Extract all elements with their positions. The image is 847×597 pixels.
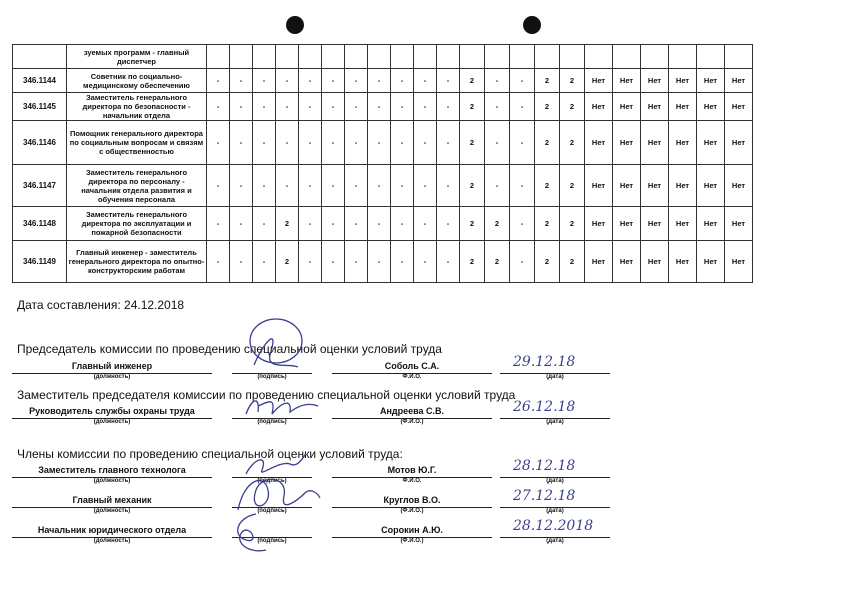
table-cell: -: [414, 207, 437, 241]
table-cell: [322, 45, 345, 69]
table-cell: [253, 45, 276, 69]
job-title-cell: Заместитель генерального директора по безопасности - начальник отдела: [67, 93, 207, 121]
table-cell: [345, 45, 368, 69]
table-cell: Нет: [641, 93, 669, 121]
job-code-cell: [13, 45, 67, 69]
table-cell: -: [414, 69, 437, 93]
table-cell: -: [391, 69, 414, 93]
date-caption: (дата): [546, 538, 564, 544]
table-cell: -: [253, 93, 276, 121]
table-cell: 2: [460, 241, 485, 283]
table-cell: -: [368, 241, 391, 283]
table-cell: -: [391, 241, 414, 283]
member-3-signature: [226, 510, 276, 558]
table-cell: Нет: [641, 121, 669, 165]
table-cell: Нет: [669, 93, 697, 121]
table-row: [13, 165, 753, 207]
table-cell: -: [253, 241, 276, 283]
member-3-signature-row: [0, 518, 847, 550]
table-cell: -: [368, 93, 391, 121]
table-cell: Нет: [613, 241, 641, 283]
table-cell: 2: [535, 93, 560, 121]
table-cell: [560, 45, 585, 69]
job-title-cell: Заместитель генерального директора по эксплуатации и пожарной безопасности: [67, 207, 207, 241]
table-cell: -: [485, 69, 510, 93]
signature-caption: (подпись): [257, 419, 287, 425]
table-cell: -: [276, 121, 299, 165]
deputy-signature: [242, 392, 322, 422]
table-cell: -: [253, 121, 276, 165]
table-cell: -: [391, 93, 414, 121]
table-cell: Нет: [641, 241, 669, 283]
table-cell: Нет: [725, 121, 753, 165]
table-cell: -: [230, 241, 253, 283]
chairman-signature-row: [0, 354, 847, 386]
chairman-date-handwritten: 29.12.18: [513, 354, 576, 370]
position-caption: (должность): [93, 419, 131, 425]
table-cell: [299, 45, 322, 69]
table-cell: [460, 45, 485, 69]
table-cell: Нет: [613, 207, 641, 241]
table-cell: -: [437, 241, 460, 283]
binder-hole-left: [286, 16, 304, 34]
table-cell: Нет: [725, 93, 753, 121]
table-cell: -: [437, 207, 460, 241]
table-cell: Нет: [697, 69, 725, 93]
table-cell: Нет: [613, 69, 641, 93]
table-cell: 2: [535, 121, 560, 165]
table-cell: -: [368, 69, 391, 93]
table-row: [13, 93, 753, 121]
table-cell: -: [510, 69, 535, 93]
deputy-date-handwritten: 26.12.18: [513, 399, 576, 415]
table-cell: -: [391, 121, 414, 165]
member-3-date-handwritten: 28.12.2018: [513, 518, 594, 534]
table-cell: Нет: [725, 69, 753, 93]
table-cell: Нет: [641, 165, 669, 207]
table-cell: [613, 45, 641, 69]
table-cell: -: [253, 207, 276, 241]
table-cell: Нет: [669, 121, 697, 165]
table-cell: Нет: [669, 165, 697, 207]
job-title-cell: зуемых программ - главный диспетчер: [67, 45, 207, 69]
table-cell: Нет: [585, 207, 613, 241]
table-cell: Нет: [613, 93, 641, 121]
table-cell: Нет: [669, 241, 697, 283]
table-row: [13, 241, 753, 283]
table-cell: Нет: [697, 241, 725, 283]
table-cell: [585, 45, 613, 69]
table-cell: Нет: [641, 207, 669, 241]
table-cell: -: [299, 165, 322, 207]
deputy-position: Руководитель службы охраны труда: [12, 405, 212, 419]
table-cell: 2: [276, 207, 299, 241]
table-cell: Нет: [613, 121, 641, 165]
fio-caption: Ф.И.О.: [402, 478, 422, 484]
table-cell: Нет: [697, 93, 725, 121]
table-cell: -: [322, 121, 345, 165]
table-cell: [697, 45, 725, 69]
table-cell: -: [485, 165, 510, 207]
table-cell: -: [368, 207, 391, 241]
table-cell: -: [230, 165, 253, 207]
table-cell: -: [345, 121, 368, 165]
table-cell: Нет: [641, 69, 669, 93]
date-caption: (дата): [546, 508, 564, 514]
table-cell: 2: [460, 121, 485, 165]
table-cell: -: [299, 207, 322, 241]
table-cell: -: [510, 93, 535, 121]
member-2-position: Главный механик: [12, 494, 212, 508]
job-title-cell: Главный инженер - заместитель генерального директора по опытно-конструкторским работам: [67, 241, 207, 283]
date-caption: (дата): [546, 419, 564, 425]
table-cell: 2: [560, 121, 585, 165]
signature-caption: (подпись): [257, 508, 287, 514]
table-cell: Нет: [585, 69, 613, 93]
table-cell: -: [230, 69, 253, 93]
table-cell: 2: [535, 165, 560, 207]
table-cell: 2: [560, 69, 585, 93]
binder-hole-right: [523, 16, 541, 34]
deputy-title: Заместитель председателя комиссии по проведению специальной оценки условий труда: [17, 388, 516, 402]
table-cell: -: [345, 241, 368, 283]
job-code-cell: 346.1144: [13, 69, 67, 93]
member-3-name: Сорокин А.Ю.: [332, 524, 492, 538]
position-caption: (должность): [93, 538, 131, 544]
table-cell: -: [485, 93, 510, 121]
table-cell: -: [230, 207, 253, 241]
job-code-cell: 346.1147: [13, 165, 67, 207]
table-cell: 2: [485, 241, 510, 283]
table-cell: Нет: [613, 165, 641, 207]
table-cell: -: [345, 93, 368, 121]
table-cell: [669, 45, 697, 69]
member-1-name: Мотов Ю.Г.: [332, 464, 492, 478]
member-1-date-handwritten: 28.12.18: [513, 458, 576, 474]
table-cell: [414, 45, 437, 69]
date-caption: (дата): [546, 478, 564, 484]
table-cell: -: [414, 241, 437, 283]
table-cell: 2: [485, 207, 510, 241]
date-caption: (дата): [546, 374, 564, 380]
table-cell: [641, 45, 669, 69]
table-cell: -: [345, 165, 368, 207]
job-code-cell: 346.1146: [13, 121, 67, 165]
table-cell: -: [322, 165, 345, 207]
table-cell: Нет: [725, 241, 753, 283]
job-code-cell: 346.1145: [13, 93, 67, 121]
table-cell: [230, 45, 253, 69]
table-cell: -: [437, 121, 460, 165]
table-cell: Нет: [669, 69, 697, 93]
table-cell: -: [345, 207, 368, 241]
table-cell: -: [253, 165, 276, 207]
member-1-signature-row: [0, 458, 847, 490]
table-cell: Нет: [585, 93, 613, 121]
chairman-name: Соболь С.А.: [332, 360, 492, 374]
table-cell: [368, 45, 391, 69]
chairman-signature: [240, 315, 310, 380]
table-cell: -: [322, 241, 345, 283]
fio-caption: (Ф.И.О.): [400, 508, 424, 514]
table-cell: Нет: [725, 207, 753, 241]
position-caption: (должность): [93, 374, 131, 380]
table-cell: 2: [276, 241, 299, 283]
table-cell: [725, 45, 753, 69]
table-cell: -: [437, 165, 460, 207]
table-row: [13, 69, 753, 93]
table-cell: -: [299, 121, 322, 165]
table-cell: 2: [460, 165, 485, 207]
table-cell: 2: [535, 69, 560, 93]
chairman-title: Председатель комиссии по проведению специальной оценки условий труда: [17, 342, 442, 356]
table-cell: -: [276, 165, 299, 207]
table-cell: -: [322, 93, 345, 121]
signature-caption: (подпись): [257, 538, 287, 544]
table-cell: -: [276, 93, 299, 121]
members-title: Члены комиссии по проведению специальной оценки условий труда:: [17, 447, 403, 461]
job-code-cell: 346.1148: [13, 207, 67, 241]
table-cell: -: [299, 93, 322, 121]
table-cell: -: [253, 69, 276, 93]
fio-caption: (Ф.И.О.): [400, 538, 424, 544]
table-cell: -: [299, 241, 322, 283]
table-cell: -: [322, 69, 345, 93]
table-cell: [535, 45, 560, 69]
table-cell: -: [368, 121, 391, 165]
table-cell: -: [510, 121, 535, 165]
table-cell: -: [345, 69, 368, 93]
table-cell: 2: [560, 165, 585, 207]
table-cell: -: [230, 93, 253, 121]
table-cell: -: [414, 165, 437, 207]
member-2-signature-row: [0, 488, 847, 520]
table-cell: 2: [560, 241, 585, 283]
table-cell: Нет: [697, 121, 725, 165]
table-cell: -: [207, 241, 230, 283]
table-cell: -: [207, 121, 230, 165]
table-cell: -: [437, 69, 460, 93]
table-cell: [391, 45, 414, 69]
table-cell: -: [437, 93, 460, 121]
table-cell: -: [207, 93, 230, 121]
position-caption: (должность): [93, 478, 131, 484]
member-1-position: Заместитель главного технолога: [12, 464, 212, 478]
table-cell: -: [414, 121, 437, 165]
table-cell: -: [230, 121, 253, 165]
table-cell: 2: [560, 207, 585, 241]
deputy-name: Андреева С.В.: [332, 405, 492, 419]
table-cell: Нет: [669, 207, 697, 241]
table-cell: [510, 45, 535, 69]
table-cell: [276, 45, 299, 69]
table-cell: Нет: [697, 207, 725, 241]
table-cell: -: [485, 121, 510, 165]
table-cell: Нет: [585, 241, 613, 283]
member-3-position: Начальник юридического отдела: [12, 524, 212, 538]
table-cell: [437, 45, 460, 69]
fio-caption: (Ф.И.О.): [400, 419, 424, 425]
job-title-cell: Помощник генерального директора по социальным вопросам и связям с общественностью: [67, 121, 207, 165]
table-cell: Нет: [725, 165, 753, 207]
deputy-signature-row: [0, 399, 847, 431]
chairman-position: Главный инженер: [12, 360, 212, 374]
table-cell: -: [299, 69, 322, 93]
table-row: [13, 207, 753, 241]
table-cell: 2: [460, 93, 485, 121]
table-cell: 2: [460, 207, 485, 241]
table-cell: -: [510, 165, 535, 207]
table-cell: -: [391, 207, 414, 241]
table-cell: Нет: [697, 165, 725, 207]
table-cell: 2: [535, 241, 560, 283]
fio-caption: Ф.И.О.: [402, 374, 422, 380]
table-cell: -: [414, 93, 437, 121]
table-cell: 2: [535, 207, 560, 241]
table-cell: -: [510, 241, 535, 283]
table-cell: -: [207, 69, 230, 93]
table-cell: 2: [460, 69, 485, 93]
job-title-cell: Советник по социально-медицинскому обеспечению: [67, 69, 207, 93]
table-cell: -: [322, 207, 345, 241]
table-cell: -: [510, 207, 535, 241]
table-cell: [207, 45, 230, 69]
table-row: [13, 121, 753, 165]
table-cell: -: [207, 207, 230, 241]
table-cell: -: [368, 165, 391, 207]
table-cell: -: [276, 69, 299, 93]
job-code-cell: 346.1149: [13, 241, 67, 283]
table-cell: -: [207, 165, 230, 207]
signature-caption: (подпись): [257, 374, 287, 380]
assessment-table: [12, 44, 753, 283]
table-cell: -: [391, 165, 414, 207]
table-cell: [485, 45, 510, 69]
table-cell: Нет: [585, 121, 613, 165]
member-2-name: Круглов В.О.: [332, 494, 492, 508]
table-cell: 2: [560, 93, 585, 121]
position-caption: (должность): [93, 508, 131, 514]
date-compiled: Дата составления: 24.12.2018: [17, 298, 185, 312]
signature-caption: (подпись): [257, 478, 287, 484]
member-2-date-handwritten: 27.12.18: [513, 488, 576, 504]
table-row: [13, 45, 753, 69]
job-title-cell: Заместитель генерального директора по персоналу - начальник отдела развития и обучения персонала: [67, 165, 207, 207]
table-cell: Нет: [585, 165, 613, 207]
